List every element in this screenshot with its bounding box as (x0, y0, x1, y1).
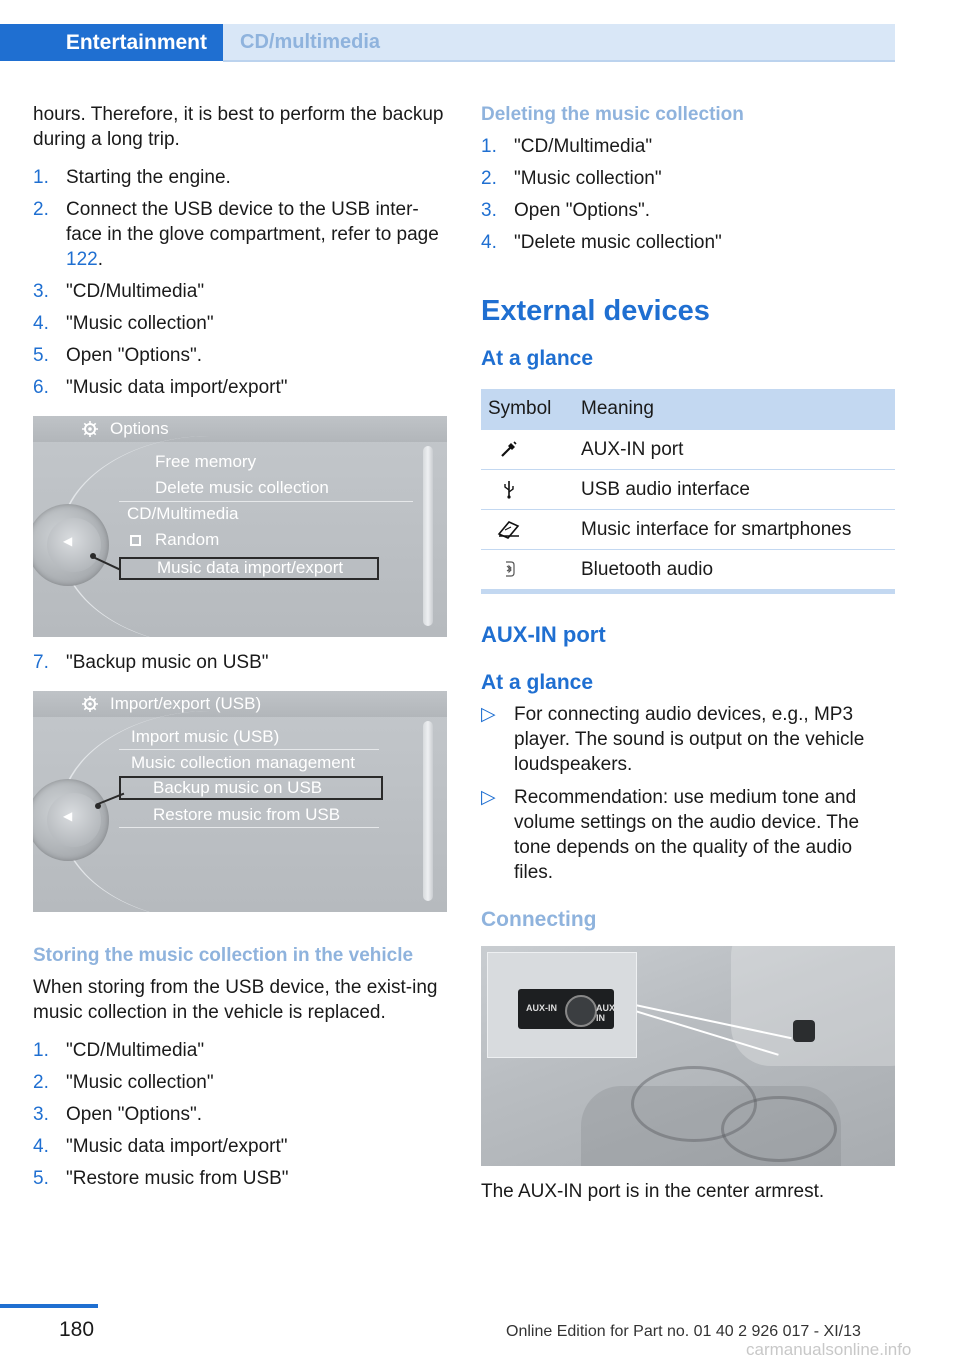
list-item: 2. "Music collection" (481, 168, 662, 189)
table-row (481, 550, 895, 592)
list-item: 5. "Restore music from USB" (33, 1168, 289, 1189)
list-item: 1. "CD/Multimedia" (33, 1040, 205, 1061)
menu-item-collection-management: Music collection management (131, 753, 355, 772)
idrive-options-screen (33, 416, 447, 637)
bullet-triangle-icon: ▷ (481, 787, 496, 808)
socket-hole (565, 995, 597, 1027)
aux-bullets (481, 702, 895, 885)
symbol-cell (481, 510, 574, 550)
menu-item-import-export: Music data import/export (157, 558, 344, 577)
idrive-import-export-screen (33, 691, 447, 912)
options-gear-icon (81, 695, 99, 713)
table-row (481, 510, 895, 550)
screen-title: Options (110, 419, 169, 438)
aux-socket (793, 1020, 815, 1042)
menu-section-cd-multimedia: CD/Multimedia (127, 504, 239, 523)
page-number: 180 (59, 1318, 95, 1341)
intro-paragraph: hours. Therefore, it is best to perform the backup during a long trip. (33, 104, 444, 150)
arrow-left-icon: ◀ (63, 534, 73, 548)
external-devices-heading: External devices (481, 295, 710, 327)
smartphone-icon (496, 518, 522, 540)
meaning-cell: Music interface for smartphones (574, 510, 895, 550)
meaning-cell: Bluetooth audio (574, 550, 895, 592)
column-header-symbol: Symbol (481, 389, 574, 430)
list-item: 6. "Music data import/export" (33, 377, 288, 398)
aux-in-heading: AUX-IN port (481, 622, 606, 647)
arrow-left-icon: ◀ (63, 809, 73, 823)
options-gear-icon (81, 420, 99, 438)
backup-steps (33, 165, 447, 400)
restore-steps (33, 1038, 447, 1191)
symbol-cell (481, 430, 574, 470)
list-item: 4. "Music data import/export" (33, 1136, 288, 1157)
menu-item-delete-collection: Delete music collection (155, 478, 329, 497)
menu-item-import-music: Import music (USB) (131, 727, 280, 746)
usb-icon (498, 478, 520, 500)
divider (119, 827, 379, 828)
controller-knob-center (47, 518, 101, 572)
list-item: 3. Open "Options". (33, 1104, 203, 1125)
symbol-cell (481, 550, 574, 592)
list-item: 4. "Music collection" (33, 313, 214, 334)
menu-item-random: Random (155, 530, 220, 549)
tab-cd-multimedia: CD/multimedia (223, 24, 895, 61)
page-header (0, 0, 960, 64)
table-row (481, 470, 895, 510)
armrest-photo (481, 946, 895, 1166)
socket-detail-inset (487, 952, 637, 1058)
menu-item-backup-usb: Backup music on USB (153, 778, 323, 797)
bluetooth-icon (498, 558, 520, 580)
storing-paragraph: When storing from the USB device, the exist‐ing music collection in the vehicle is replaced. (33, 977, 438, 1023)
list-item: ▷ Recommendation: use medium tone and volume settings on the audio device. The tone depends on the quality of the audio files. (481, 787, 860, 883)
left-column (33, 102, 447, 1191)
tab-entertainment: Entertainment (0, 24, 223, 61)
list-item: 3. Open "Options". (481, 200, 651, 221)
divider (119, 749, 379, 750)
menu-item-free-memory: Free memory (155, 452, 257, 471)
symbol-table (481, 389, 895, 594)
list-item: 4. "Delete music collection" (481, 232, 722, 253)
aux-label: AUX-IN (526, 1003, 557, 1013)
aux-at-a-glance-heading: At a glance (481, 671, 594, 694)
storing-section (33, 943, 447, 1025)
connecting-heading: Connecting (481, 908, 597, 931)
meaning-cell: USB audio interface (574, 470, 895, 510)
controller-knob-center (47, 793, 101, 847)
photo-caption: The AUX-IN port is in the center armrest. (481, 1181, 825, 1202)
watermark: carmanualsonline.info (746, 1340, 912, 1359)
column-header-meaning: Meaning (574, 389, 895, 430)
right-column (481, 102, 895, 1204)
list-item: 3. "CD/Multimedia" (33, 281, 205, 302)
aux-socket-closeup (518, 989, 618, 1029)
at-a-glance-heading: At a glance (481, 347, 594, 370)
list-item: 2. Connect the USB device to the USB inter‐face in the glove compartment, refer to page 122. (33, 199, 439, 270)
table-header-row (481, 389, 895, 430)
page-reference-link[interactable]: 122 (66, 249, 98, 270)
bullet-triangle-icon: ▷ (481, 704, 496, 725)
list-item: ▷ For connecting audio devices, e.g., MP3 player. The sound is output on the vehicle loudspeakers. (481, 704, 865, 775)
table-row (481, 430, 895, 470)
list-item: 1. Starting the engine. (33, 167, 231, 188)
list-item: 1. "CD/Multimedia" (481, 136, 653, 157)
aux-label: AUX-IN (596, 1003, 618, 1023)
symbol-cell (481, 470, 574, 510)
list-item: 7. "Backup music on USB" (33, 652, 269, 673)
list-item: 5. Open "Options". (33, 345, 203, 366)
delete-steps (481, 134, 895, 255)
storing-heading: Storing the music collection in the vehicle (33, 945, 414, 966)
aux-plug-icon (498, 438, 520, 460)
menu-item-restore-usb: Restore music from USB (153, 805, 341, 824)
scrollbar (423, 721, 433, 901)
scrollbar (423, 446, 433, 626)
delete-heading: Deleting the music collection (481, 104, 744, 125)
step-seven (33, 650, 447, 675)
cupholder-shape (721, 1096, 837, 1162)
page-number-rule (0, 1304, 98, 1308)
edition-note: Online Edition for Part no. 01 40 2 926 017 - XI/13 (506, 1323, 861, 1340)
screen-title: Import/export (USB) (110, 694, 262, 713)
list-item: 2. "Music collection" (33, 1072, 214, 1093)
checkbox-icon (130, 535, 141, 546)
meaning-cell: AUX-IN port (574, 430, 895, 470)
header-divider (223, 60, 895, 62)
